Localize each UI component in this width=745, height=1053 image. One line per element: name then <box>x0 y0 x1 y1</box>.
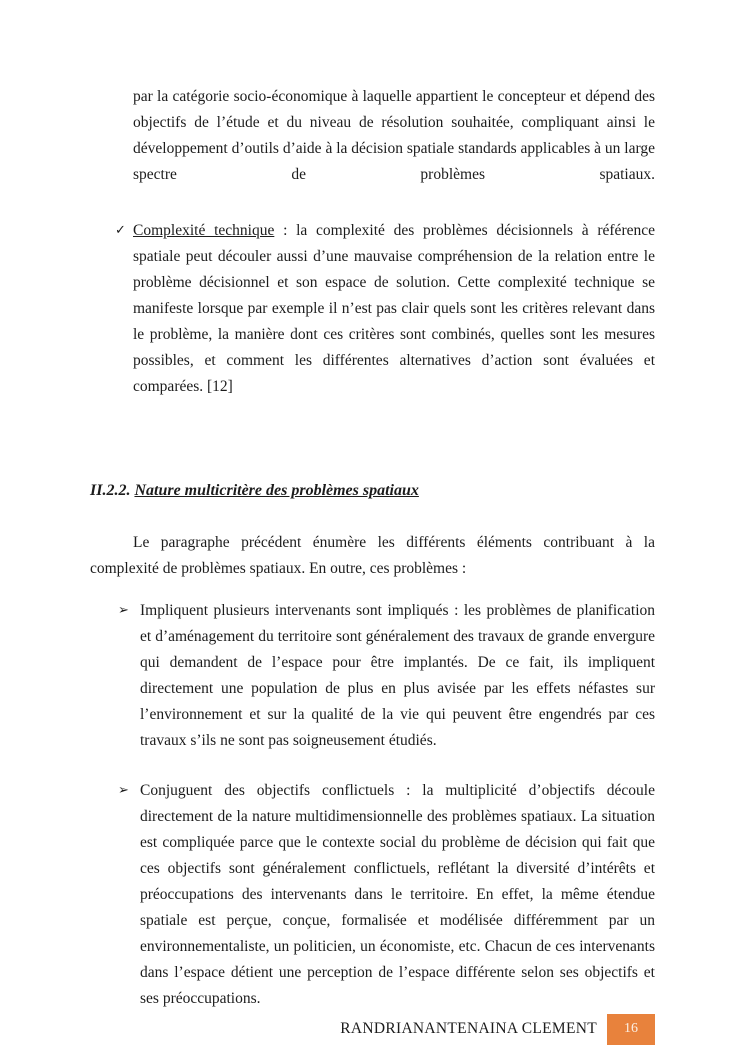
check-bullet-body: : la complexité des problèmes décisionnels à référence spatiale peut découler aussi d’une mauvaise compréhension de la relation entre le problème décisionnel et son espace de solution. Cette complexité technique se manifeste lorsque par exemple il n’est pas clair quels sont les critères relevant dans le problème, la manière dont ces critères sont combinés, quelles sont les mesures possibles, et comment les différentes alternatives d’action sont évaluées et comparées. [12] <box>133 222 655 395</box>
section-number: II.2.2. <box>90 482 131 499</box>
check-bullet-item <box>115 218 655 400</box>
intro-paragraph: Le paragraphe précédent énumère les différents éléments contribuant à la complexité de problèmes spatiaux. En outre, ces problèmes : <box>90 534 655 577</box>
section-heading <box>90 478 655 504</box>
check-bullet-text <box>133 218 655 400</box>
check-bullet-label: Complexité technique <box>133 222 275 239</box>
section-title: Nature multicritère des problèmes spatiaux <box>134 482 419 499</box>
footer-author: RANDRIANANTENAINA CLEMENT <box>340 1020 597 1037</box>
arrow-bullet-icon: ➢ <box>118 782 129 798</box>
page-number-badge <box>607 1014 655 1045</box>
arrow-bullet-text: Impliquent plusieurs intervenants sont impliqués : les problèmes de planification et d’aménagement du territoire sont généralement des travaux de grande envergure qui demandent de l’espace pour être implantés. De ce fait, ils impliquent directement une population de plus en plus avisée par les effets néfastes sur l’environnement et sur la qualité de la vie qui peuvent être engendrés par ces travaux s’ils ne sont pas soigneusement étudiés. <box>140 601 655 749</box>
arrow-bullet-item <box>118 598 655 754</box>
arrow-bullet-icon: ➢ <box>118 602 129 618</box>
arrow-bullet-item <box>118 778 655 1012</box>
arrow-bullet-text: Conjuguent des objectifs conflictuels : la multiplicité d’objectifs découle directement de la nature multidimensionnelle des problèmes spatiaux. La situation est compliquée parce que le contexte social du problème de décision qui fait que ces objectifs sont généralement conflictuels, reflétant la diversité d’intérêts et préoccupations des intervenants dans le territoire. En effet, la même étendue spatiale est perçue, conçue, formalisée et modélisée différemment par un environnementaliste, un politicien, un économiste, etc. Chacun de ces intervenants dans l’espace détient une perception de l’espace différente selon ses objectifs et ses préoccupations. <box>140 781 655 1007</box>
page-footer <box>90 1014 655 1045</box>
checkmark-icon: ✓ <box>115 223 126 238</box>
paragraph-continuation: par la catégorie socio-économique à laquelle appartient le concepteur et dépend des objectifs de l’étude et du niveau de résolution souhaitée, compliquant ainsi le développement d’outils d’aide à la décision spatiale standards applicables à un large spectre de problèmes spatiaux. <box>133 88 655 183</box>
page-number: 16 <box>624 1021 638 1036</box>
